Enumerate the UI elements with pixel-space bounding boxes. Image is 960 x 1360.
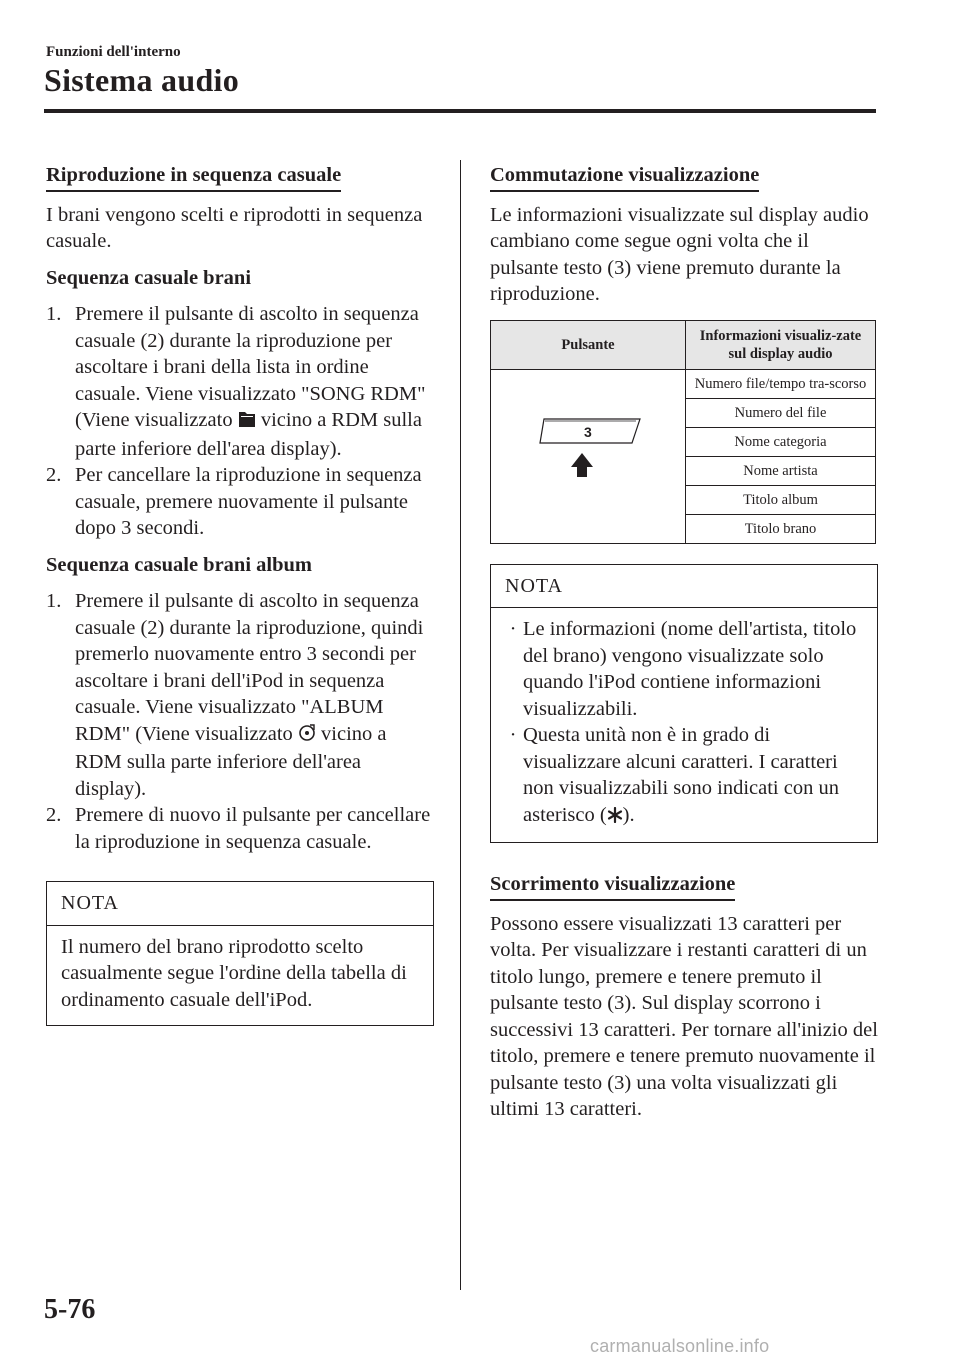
right-column — [490, 162, 878, 1133]
random-playback-title: Riproduzione in sequenza casuale — [46, 162, 341, 192]
watermark: carmanualsonline.info — [590, 1336, 770, 1356]
folder-icon — [238, 409, 256, 436]
album-random-steps — [46, 588, 434, 855]
chapter-label: Funzioni dell'interno — [46, 44, 181, 60]
display-switch-title: Commutazione visualizzazione — [490, 162, 759, 192]
random-intro: I brani vengono scelti e riprodotti in sequenza casuale. — [46, 203, 423, 252]
table-row: Numero file/tempo tra-scorso — [686, 369, 876, 398]
header-rule — [44, 109, 876, 113]
list-item: · Questa unità non è in grado di visualizzare alcuni caratteri. I caratteri non visualizzabili sono indicati con un asterisco ( ). — [503, 722, 867, 830]
note-box-right — [490, 564, 878, 844]
button-press-icon — [528, 409, 648, 499]
table-header-info: Informazioni visualiz-zate sul display audio — [686, 320, 876, 369]
list-item: 1. Premere il pulsante di ascolto in sequenza casuale (2) durante la riproduzione, quindi premerlo nuovamente entro 3 secondi per ascoltare i brani dell'iPod in sequenza casuale. Viene visualizzato "ALBUM RDM" (Viene visualizzato vicino a RDM sulla parte inferiore dell'area display). — [46, 590, 424, 800]
list-item: 2. Per cancellare la riproduzione in sequenza casuale, premere nuovamente il pulsante dopo 3 secondi. — [46, 464, 422, 539]
left-column — [46, 162, 434, 1026]
disc-icon — [298, 723, 316, 750]
display-switch-text: Le informazioni visualizzate sul display audio cambiano come segue ogni volta che il pulsante testo (3) viene premuto durante la riproduzione. — [490, 203, 869, 305]
song-random-heading: Sequenza casuale brani — [46, 266, 252, 289]
table-header-button: Pulsante — [491, 320, 686, 369]
note-title: NOTA — [47, 882, 433, 926]
table-row: Nome artista — [686, 456, 876, 485]
note-body: Il numero del brano riprodotto scelto casualmente segue l'ordine della tabella di ordinamento casuale dell'iPod. — [61, 935, 407, 1011]
table-row: Nome categoria — [686, 427, 876, 456]
song-random-steps — [46, 301, 434, 542]
list-item: · Le informazioni (nome dell'artista, titolo del brano) vengono visualizzate solo quando l'iPod contiene informazioni visualizzabili. — [509, 618, 857, 720]
list-item: 1. Premere il pulsante di ascolto in sequenza casuale (2) durante la riproduzione per ascoltare i brani della lista in ordine casuale. Viene visualizzato "SONG RDM" (Viene visualizzato vicino a RDM sulla parte inferiore dell'area display). — [46, 303, 426, 460]
button-number-label: 3 — [584, 423, 592, 440]
note-title: NOTA — [491, 565, 877, 609]
table-row: Titolo album — [686, 485, 876, 514]
column-divider — [460, 160, 461, 1290]
asterisk-icon — [607, 804, 623, 831]
note-body — [491, 608, 877, 842]
list-item: 2. Premere di nuovo il pulsante per cancellare la riproduzione in sequenza casuale. — [46, 804, 431, 853]
album-random-heading: Sequenza casuale brani album — [46, 553, 312, 576]
page-number: 5-76 — [44, 1294, 96, 1325]
display-scroll-text: Possono essere visualizzati 13 caratteri per volta. Per visualizzare i restanti caratteri di un titolo lungo, premere e tenere premuto il pulsante testo (3). Sul display scorrono i successivi 13 caratteri. Per tornare all'inizio del titolo, premere e tenere premuto nuovamente il pulsante testo (3) una volta visualizzati gli ultimi 13 caratteri. — [490, 912, 878, 1120]
table-row: Numero del file — [686, 398, 876, 427]
note-box-left — [46, 881, 434, 1026]
section-title: Sistema audio — [44, 62, 240, 98]
display-scroll-title: Scorrimento visualizzazione — [490, 871, 735, 901]
button-illustration — [491, 369, 686, 543]
table-row: Titolo brano — [686, 514, 876, 543]
display-table — [490, 320, 876, 544]
